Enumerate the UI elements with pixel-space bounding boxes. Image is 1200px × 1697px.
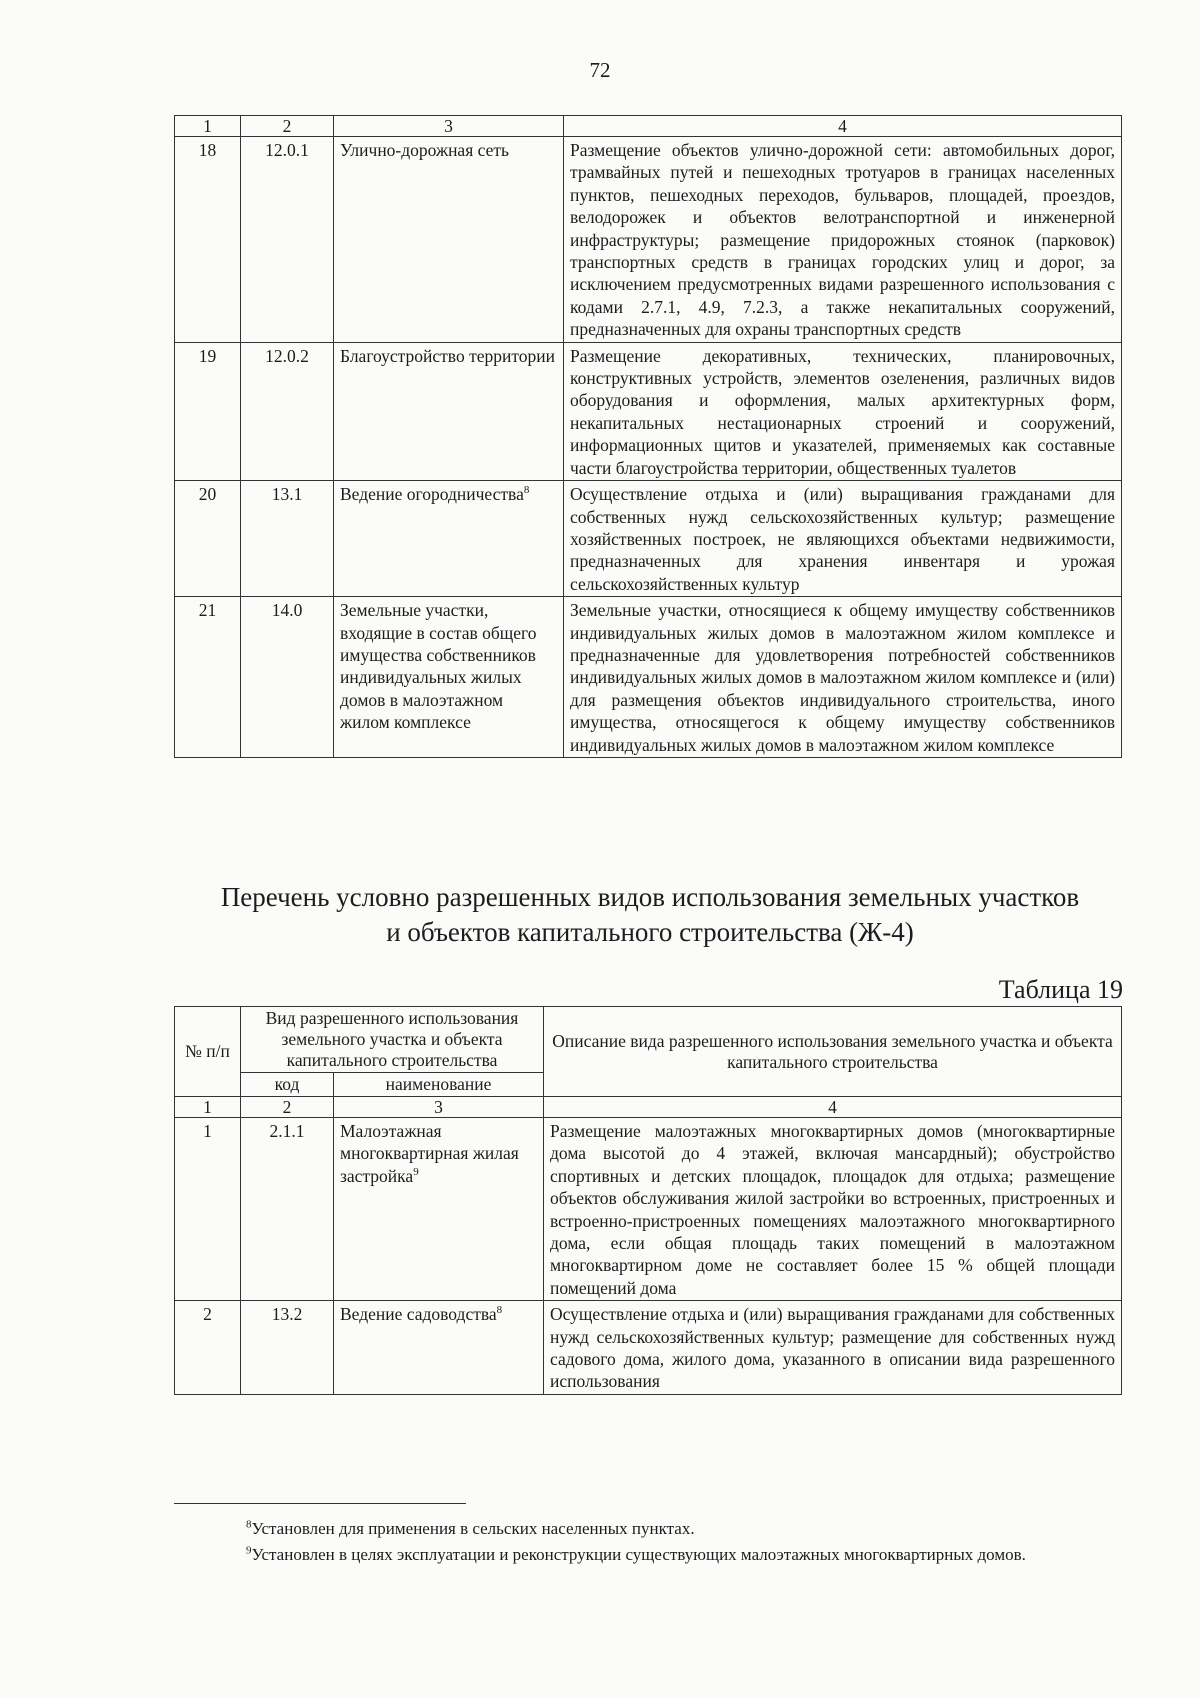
table-row bbox=[175, 597, 1122, 758]
use-description: Размещение декоративных, технических, планировочных, конструктивных устройств, элементов озеленения, различных видов оборудования и оформления, малых архитектурных форм, некапитальных нестационарных строений и сооружений, информационных щитов и указателей, применяемых как составные части благоустройства территории, общественных туалетов bbox=[564, 342, 1122, 480]
conditional-use-table bbox=[174, 1006, 1122, 1395]
column-number: 2 bbox=[241, 116, 334, 137]
row-number: 1 bbox=[175, 1118, 241, 1301]
footnotes bbox=[174, 1516, 1124, 1568]
header-name: наименование bbox=[334, 1073, 544, 1097]
use-code: 2.1.1 bbox=[241, 1118, 334, 1301]
use-description: Размещение объектов улично-дорожной сети: автомобильных дорог, трамвайных путей и пешеходных тротуаров в границах населенных пунктов, пешеходных переходов, бульваров, площадей, проездов, велодорожек и объектов велотранспортной и инженерной инфраструктуры; размещение придорожных стоянок (парковок) транспортных средств в границах городских улиц и дорог, за исключением предусмотренных видами разрешенного использования с кодами 2.7.1, 4.9, 7.2.3, а также некапитальных сооружений, предназначенных для охраны транспортных средств bbox=[564, 137, 1122, 343]
column-number: 3 bbox=[334, 1097, 544, 1118]
table-row bbox=[175, 137, 1122, 343]
use-name: Улично-дорожная сеть bbox=[334, 137, 564, 343]
use-code: 13.2 bbox=[241, 1301, 334, 1395]
section-heading bbox=[120, 880, 1180, 950]
footnote: $^9$Установлен в целях эксплуатации и реконструкции существующих малоэтажных многоквартирных домов. bbox=[246, 1544, 1026, 1564]
use-code: 12.0.1 bbox=[241, 137, 334, 343]
footnote: $^8$Установлен для применения в сельских населенных пунктах. bbox=[246, 1518, 695, 1538]
header-number: № п/п bbox=[175, 1007, 241, 1097]
column-number: 3 bbox=[334, 116, 564, 137]
table-row bbox=[175, 1118, 1122, 1301]
use-description: Земельные участки, относящиеся к общему имуществу собственников индивидуальных жилых домов в малоэтажном жилом комплексе и предназначенные для удовлетворения потребностей собственников индивидуальных жилых домов в малоэтажном жилом комплексе и (или) для размещения объектов индивидуального строительства, иного имущества, относящегося к общему имуществу собственников индивидуальных жилых домов в малоэтажном жилом комплексе bbox=[564, 597, 1122, 758]
header-description: Описание вида разрешенного использования земельного участка и объекта капитального строительства bbox=[544, 1007, 1122, 1097]
use-description: Осуществление отдыха и (или) выращивания гражданами для собственных нужд сельскохозяйственных культур; размещение для собственных нужд садового дома, жилого дома, указанного в описании вида разрешенного использования bbox=[544, 1301, 1122, 1395]
column-number: 4 bbox=[544, 1097, 1122, 1118]
header-code: код bbox=[241, 1073, 334, 1097]
use-name: Малоэтажная многоквартирная жилая застройка$^9$ bbox=[334, 1118, 544, 1301]
column-number: 1 bbox=[175, 1097, 241, 1118]
use-name: Ведение огородничества$^8$ bbox=[334, 481, 564, 597]
row-number: 18 bbox=[175, 137, 241, 343]
use-code: 12.0.2 bbox=[241, 342, 334, 480]
section-heading-line: Перечень условно разрешенных видов использования земельных участков bbox=[220, 882, 1080, 912]
use-code: 13.1 bbox=[241, 481, 334, 597]
table-row bbox=[175, 1301, 1122, 1395]
column-number: 1 bbox=[175, 116, 241, 137]
use-code: 14.0 bbox=[241, 597, 334, 758]
land-use-table-continued bbox=[174, 115, 1122, 758]
column-number: 2 bbox=[241, 1097, 334, 1118]
table-row bbox=[175, 481, 1122, 597]
table-row bbox=[175, 342, 1122, 480]
page-number: 72 bbox=[589, 58, 611, 82]
row-number: 2 bbox=[175, 1301, 241, 1395]
column-number-row bbox=[175, 1097, 1122, 1118]
header-kind-group: Вид разрешенного использования земельного участка и объекта капитального строительства bbox=[241, 1007, 544, 1073]
column-number: 4 bbox=[564, 116, 1122, 137]
column-number-row bbox=[175, 116, 1122, 137]
footnote-separator bbox=[174, 1503, 466, 1504]
use-name: Благоустройство территории bbox=[334, 342, 564, 480]
row-number: 20 bbox=[175, 481, 241, 597]
use-description: Размещение малоэтажных многоквартирных домов (многоквартирные дома высотой до 4 этажей, включая мансардный); обустройство спортивных и детских площадок, площадок для отдыха; размещение объектов обслуживания жилой застройки во встроенных, пристроенных и встроенно-пристроенных помещениях малоэтажного многоквартирного дома, если общая площадь таких помещений в малоэтажном многоквартирном доме не составляет более 15 % общей площади помещений дома bbox=[544, 1118, 1122, 1301]
table-header-row bbox=[175, 1007, 1122, 1073]
use-description: Осуществление отдыха и (или) выращивания гражданами для собственных нужд сельскохозяйственных культур; размещение хозяйственных построек, не являющихся объектами недвижимости, предназначенных для хранения инвентаря и урожая сельскохозяйственных культур bbox=[564, 481, 1122, 597]
row-number: 19 bbox=[175, 342, 241, 480]
section-heading-line: и объектов капитального строительства (Ж-4) bbox=[386, 917, 914, 947]
table-caption: Таблица 19 bbox=[998, 975, 1123, 1004]
use-name: Ведение садоводства$^8$ bbox=[334, 1301, 544, 1395]
row-number: 21 bbox=[175, 597, 241, 758]
use-name: Земельные участки, входящие в состав общего имущества собственников индивидуальных жилых домов в малоэтажном жилом комплексе bbox=[334, 597, 564, 758]
